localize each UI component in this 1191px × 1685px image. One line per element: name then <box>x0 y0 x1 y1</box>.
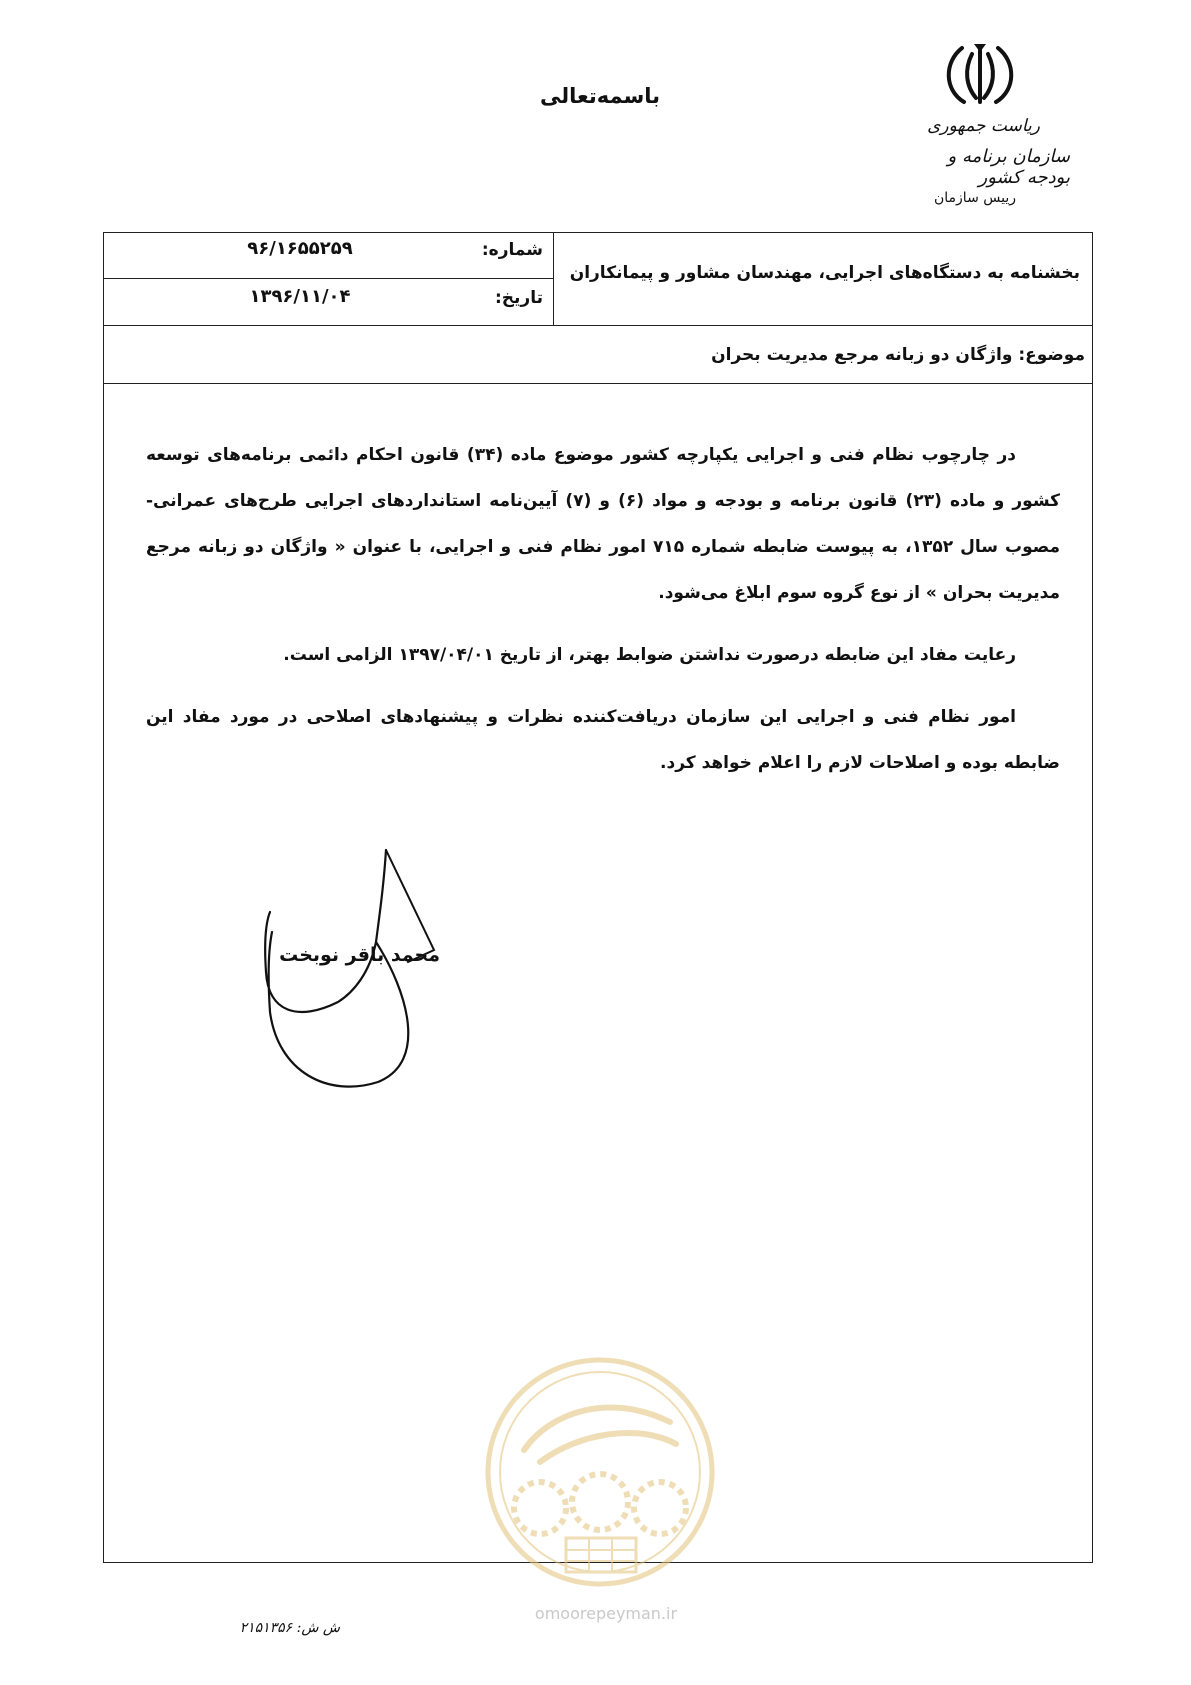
org-name-line1: ریاست جمهوری <box>927 116 1040 136</box>
stamp-seal <box>480 1352 720 1592</box>
paragraph-1-text: در چارچوب نظام فنی و اجرایی یکپارچه کشور موضوع ماده (۳۴) قانون احکام دائمی برنامه‌های توسعه کشور و ماده (۲۳) قانون برنامه و بودجه و مواد (۶) و (۷) آیین‌نامه استانداردهای اجرایی طرح‌های عمرانی- مصوب سال ۱۳۵۲، به پیوست ضابطه شماره ۷۱۵ امور نظام فنی و اجرایی، با عنوان <box>146 445 1061 557</box>
recipient: بخشنامه به دستگاه‌های اجرایی، مهندسان مشاور و پیمانکاران <box>569 263 1080 283</box>
subject-divider <box>103 383 1093 384</box>
signer-name: محمد باقر نوبخت <box>279 944 440 966</box>
date-label: تاریخ: <box>495 288 543 308</box>
org-title: رییس سازمان <box>934 190 1016 206</box>
quote-open: « <box>334 537 346 557</box>
paragraph-1-end: » از نوع گروه سوم ابلاغ می‌شود. <box>658 583 937 603</box>
number-label: شماره: <box>481 240 543 260</box>
number-value: ۹۶/۱۶۵۵۲۵۹ <box>247 238 353 259</box>
basmala: باسمه‌تعالی <box>540 84 660 108</box>
footer-code: ش ش: ۲۱۵۱۳۵۶ <box>239 1620 340 1636</box>
watermark-url: omoorepeyman.ir <box>534 1604 678 1623</box>
letter-body <box>146 432 1060 786</box>
date-value: ۱۳۹۶/۱۱/۰۴ <box>249 286 351 307</box>
paragraph-1 <box>146 432 1060 616</box>
paragraph-2: رعایت مفاد این ضابطه درصورت نداشتن ضوابط بهتر، از تاریخ ۱۳۹۷/۰۴/۰۱ الزامی است. <box>283 645 1016 665</box>
emblem-icon <box>938 40 1022 110</box>
org-name-line2: سازمان برنامه و بودجه کشور <box>947 146 1070 188</box>
subject: موضوع: واژگان دو زبانه مرجع مدیریت بحران <box>711 345 1085 365</box>
column-divider <box>553 232 554 325</box>
meta-divider <box>103 278 553 279</box>
header-divider <box>103 325 1093 326</box>
standard-title: واژگان دو زبانه مرجع مدیریت بحران <box>146 537 1060 603</box>
signature-mark <box>258 842 478 1098</box>
paragraph-3: امور نظام فنی و اجرایی این سازمان دریافت‌کننده نظرات و پیشنهادهای اصلاحی در مورد مفاد این ضابطه بوده و اصلاحات لازم را اعلام خواهد کرد. <box>146 707 1060 773</box>
